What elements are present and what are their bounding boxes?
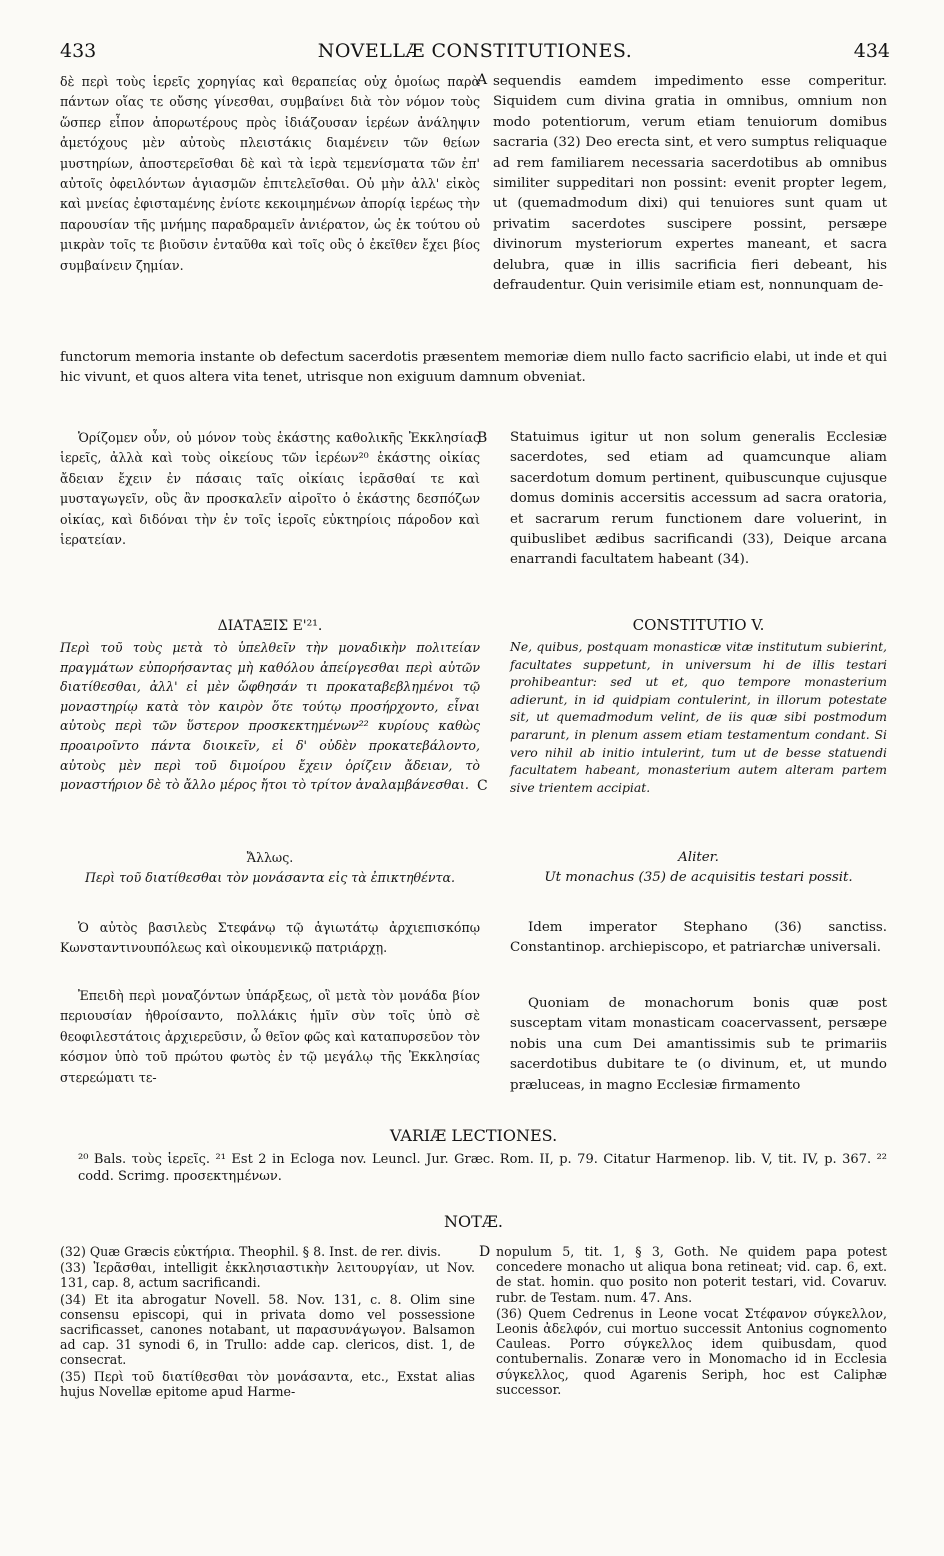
marker-c: C	[477, 778, 488, 794]
note-35-cont: nopulum 5, tit. 1, § 3, Goth. Ne quidem papa potest concedere monacho ut aliqua bona retineat; vid. cap. 6, ext. de stat. homin. quo posito non poterit testari, vid. Covaruv. rubr. de Testam. num. 47. Ans.	[496, 1244, 887, 1305]
latin-address-text: Idem imperator Stephano (36) sanctiss. Constantinop. archiepiscopo, et patriarchæ universali.	[510, 920, 887, 956]
greek-paragraph-1: δὲ περὶ τοὺς ἱερεῖς χορηγίας καὶ θεραπείας οὐχ ὁμοίως παρὰ πάντων οἵας τε οὔσης γίνεσθαι, συμβαίνει διὰ τὸν νόμον τοὺς ὥσπερ εἶπον ἀπορωτέρους πρὸς ἰδιάζουσαν ἱερέων ἀνάληψιν ἀμετόχους μὲν αὐτοὺς πλειστάκις διαμένειν τῶν θείων μυστηρίων, ἀποστερεῖσθαι δὲ καὶ τὰ ἱερὰ τεμενίσματα τῶν ἐπ' αὐτοῖς ὀφειλόντων ἁγιασμῶν ἐπιτελεῖσθαι. Οὐ μὴν ἀλλ' εἰκὸς καὶ μνείας ἐφισταμένης ἐνίοτε κεκοιμημένων ἀπορίᾳ ἱερέως τὴν παρουσίαν τῆς μνήμης παραδραμεῖν ἀνιέρατον, ὡς ἐκ τούτου οὐ μικρὰν τοῖς τε βιοῦσιν ἐνταῦθα καὶ τοῖς οὓς ὁ ἐκεῖθεν ἔχει βίος συμβαίνειν ζημίαν.	[60, 74, 480, 273]
marker-a: A	[477, 72, 488, 88]
marker-b: B	[477, 430, 488, 446]
variae-lectiones-text: ²⁰ Bals. τοὺς ἱερεῖς. ²¹ Est 2 in Ecloga nov. Leuncl. Jur. Græc. Rom. II, p. 79. Citatur Harmenop. lib. V, tit. IV, p. 367. ²² codd. Scrimg. προσεκτημένων.	[78, 1152, 887, 1184]
latin-paragraph-2: Statuimus igitur ut non solum generalis Ecclesiæ sacerdotes, sed etiam ad quamcunque aliam sacerdotum domum pertinent, quibuscunque cujusque domus dominis accersitis accessum ad sacra oratoria, et sacrarum rerum functionem dare voluerint, in quibuslibet ædibus sacrificandi (33), Deique arcana enarrandi facultatem habeant (34).	[510, 430, 887, 568]
latin-constitution-title: CONSTITUTIO V.	[632, 616, 765, 634]
note-32: (32) Quæ Græcis εὐκτήρια. Theophil. § 8. Inst. de rer. divis.	[60, 1244, 442, 1259]
greek-constitution-block	[60, 618, 480, 795]
marker-d: D	[479, 1244, 491, 1260]
greek-address-text: Ὁ αὐτὸς βασιλεὺς Στεφάνῳ τῷ ἁγιωτάτῳ ἀρχιεπισκόπῳ Κωνσταντινουπόλεως καὶ οἰκουμενικῷ πατριάρχῃ.	[60, 920, 480, 956]
variae-lectiones-title: VARIÆ LECTIONES.	[389, 1126, 558, 1145]
latin-address	[510, 918, 887, 959]
latin-aliter-heading: Aliter.	[678, 850, 719, 865]
note-33: (33) Ἱερᾶσθαι, intelligit ἐκκλησιαστικὴν λειτουργίαν, ut Nov. 131, cap. 8, actum sacrificandi.	[60, 1260, 475, 1291]
page-number-left: 433	[60, 40, 97, 62]
running-header	[60, 40, 890, 70]
notae-title: NOTÆ.	[444, 1212, 503, 1231]
latin-aliter-rubric: Ut monachus (35) de acquisitis testari possit.	[544, 870, 853, 886]
greek-address	[60, 918, 480, 959]
greek-column-b	[60, 428, 480, 550]
latin-constitution-rubric: Ne, quibus, postquam monasticæ vitæ institutum subierint, facultates suppetunt, in universum hi de illis testari prohibeantur: sed ut et, quo tempore monasterium adierunt, in id quidpiam contulerint, in illorum potestate sit, ut quemadmodum velint, de iis quæ sibi postmodum pararunt, in plenum assem etiam testamentum condant. Si vero nihil ab initio intulerint, tum ut de besse statuendi facultatem habeant, monasterium autem alteram partem sive trientem accipiat.	[510, 639, 887, 795]
greek-paragraph-2: Ὁρίζομεν οὖν, οὐ μόνον τοὺς ἑκάστης καθολικῆς Ἐκκλησίας ἱερεῖς, ἀλλὰ καὶ τοὺς οἰκείους τῶν ἱερέων²⁰ ἑκάστης οἰκίας ἄδειαν ἔχειν ἐν πάσαις ταῖς οἰκίαις ἱερᾶσθαί τε καὶ μυσταγωγεῖν, οὓς ἂν προσκαλεῖν αἱροῖτο ὁ ἑκάστης δεσπόζων οἰκίας, καὶ διδόναι τὴν ἐν τοῖς ἱεροῖς εὐκτηρίοις πάροδον καὶ ἱερατείαν.	[60, 430, 480, 548]
note-35: (35) Περὶ τοῦ διατίθεσθαι τὸν μονάσαντα, etc., Exstat alias hujus Novellæ epitome apud Harme-	[60, 1368, 475, 1399]
latin-paragraph-3: Quoniam de monachorum bonis quæ post susceptam vitam monasticam coacervassent, persæpe nobis una cum Dei amantissimis sub te primariis sacerdotibus dubitare te (o divinum, et, ut mundo præluceas, in magno Ecclesiæ firmamento	[510, 996, 887, 1093]
latin-column-top	[493, 72, 887, 296]
greek-aliter-heading: Ἄλλως.	[246, 850, 294, 865]
latin-constitution-block	[510, 616, 887, 796]
notae-left-column	[60, 1244, 475, 1400]
notae-right-column	[496, 1244, 887, 1398]
greek-aliter-block	[60, 848, 480, 889]
latin-aliter-block	[510, 848, 887, 889]
latin-column-b	[510, 428, 887, 571]
variae-lectiones	[60, 1126, 887, 1185]
greek-paragraph-3: Ἐπειδὴ περὶ μοναζόντων ὑπάρξεως, οἳ μετὰ τὸν μονάδα βίον περιουσίαν ἠθροίσαντο, πολλάκις ἡμῖν σὺν τοῖς ὑπὸ σὲ θεοφιλεστάτοις ἀρχιερεῦσιν, ὦ θεῖον φῶς καὶ καταπυρσεῦον τὸν κόσμον ὑπὸ τοῦ πρώτου φωτὸς ἐν τῷ μεγάλῳ τῆς Ἐκκλησίας στερεώματι τε-	[60, 988, 480, 1085]
greek-column-final	[60, 986, 480, 1088]
greek-aliter-rubric: Περὶ τοῦ διατίθεσθαι τὸν μονάσαντα εἰς τὰ ἐπικτηθέντα.	[85, 870, 455, 886]
greek-column-top	[60, 72, 480, 276]
latin-full-width-continuation	[60, 348, 887, 389]
note-34: (34) Et ita abrogatur Novell. 58. Nov. 131, c. 8. Olim sine consensu episcopi, qui in privata domo vel possessione sacrificasset, canones notabant, ut παρασυνάγωγον. Balsamon ad cap. 31 synodi 6, in Trullo: adde cap. clericos, dist. 1, de consecrat.	[60, 1291, 475, 1368]
latin-paragraph-1: sequendis eamdem impedimento esse comperitur. Siquidem cum divina gratia in omnibus, omnium non modo potentiorum, verum etiam tenuiorum domibus sacraria (32) Deo erecta sint, et vero sumptus reliquaque ad rem familiarem necessaria sacerdotibus ab omnibus similiter suppeditari non possint: evenit propter legem, ut (quemadmodum dixi) qui tenuiores sunt quam ut privatim sacerdotes suscipere possint, persæpe divinorum mysteriorum expertes maneant, et sacra delubra, quæ in illis sacrificia fieri debeant, his defraudentur. Quin verisimile etiam est, nonnunquam de-	[493, 74, 887, 294]
running-title: NOVELLÆ CONSTITUTIONES.	[317, 40, 633, 62]
latin-paragraph-1-cont: functorum memoria instante ob defectum sacerdotis præsentem memoriæ diem nullo facto sacrificio elabi, ut inde et qui hic vivunt, et quos altera vita tenet, utrisque non exiguum damnum obveniat.	[60, 350, 887, 386]
latin-column-final	[510, 994, 887, 1096]
page-number-right: 434	[853, 40, 890, 62]
greek-constitution-title: ΔΙΑΤΑΞΙΣ Ε'²¹.	[217, 618, 323, 634]
note-36: (36) Quem Cedrenus in Leone vocat Στέφανον σύγκελλον, Leonis ἀδελφόν, cui mortuo successit Antonius cognomento Cauleas. Porro σύγκελλος idem quibusdam, quod contubernalis. Zonaræ vero in Monomacho id in Ecclesia σύγκελλος, quod Agarenis Seriph, hoc est Caliphæ successor.	[496, 1305, 887, 1397]
greek-constitution-rubric: Περὶ τοῦ τοὺς μετὰ τὸ ὑπελθεῖν τὴν μοναδικὴν πολιτείαν πραγμάτων εὐπορήσαντας μὴ καθόλου ἀπείργεσθαι περὶ αὐτῶν διατίθεσθαι, ἀλλ' εἰ μὲν ὤφθησάν τι προκαταβεβλημένοι τῷ μοναστηρίῳ κατὰ τὸν καιρὸν ὅτε τούτῳ προσήρχοντο, εἶναι αὐτοὺς περὶ τῶν ὕστερον προσκεκτημένων²² κυρίους καθὼς προαιροῖντο πάντα διοικεῖν, εἰ δ' οὐδὲν προκατεβάλοντο, αὐτοὺς μὲν περὶ τοῦ διμοίρου ἔχειν ὁρίζειν ἄδειαν, τὸ μοναστήριον δὲ τὸ ἄλλο μέρος ἤτοι τὸ τρίτον ἀναλαμβάνεσθαι.	[60, 640, 480, 793]
